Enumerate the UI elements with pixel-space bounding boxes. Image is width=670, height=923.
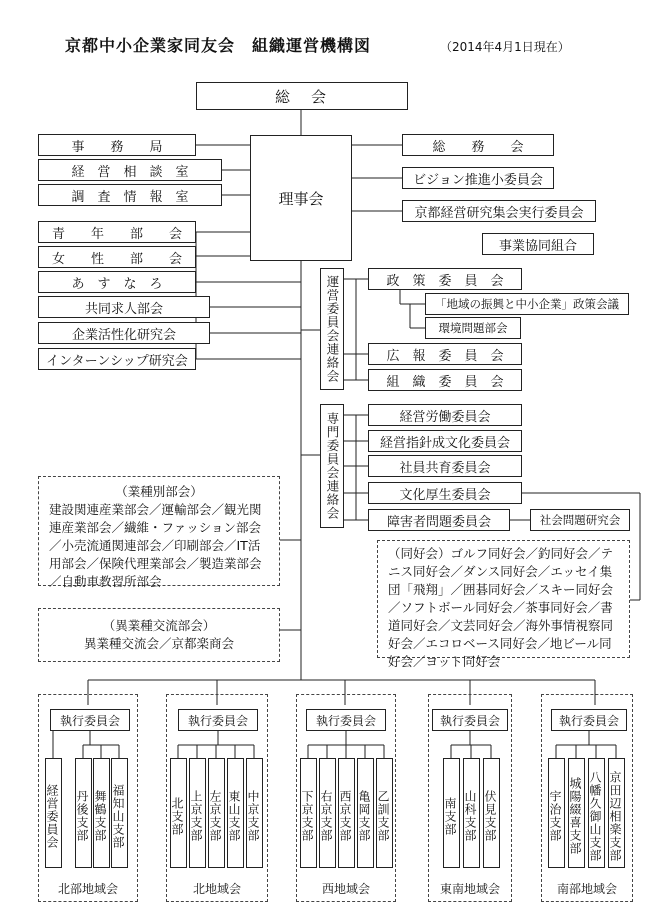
exec-committee-box: 執行委員会 xyxy=(50,709,130,731)
secretariat-box: 事 務 局 xyxy=(38,134,196,156)
branch-box: 京田辺相楽支部 xyxy=(608,758,625,868)
asunaro-box: あ す な ろ xyxy=(38,271,196,293)
region-name-label: 北地域会 xyxy=(192,882,241,896)
branch-box: 北支部 xyxy=(170,758,187,868)
policy-conference-box: 「地域の振興と中小企業」政策会議 xyxy=(425,293,629,315)
branch-box: 中京支部 xyxy=(246,758,263,868)
industry-group-list: 建設関連産業部会／運輸部会／観光関連産業部会／繊維・ファッション部会／小売流通関連部会／印刷部会／IT活用部会／保険代理業部会／製造業部会／自動車教習所部会 xyxy=(49,502,262,589)
pr-committee-box: 広 報 委 員 会 xyxy=(368,343,522,365)
management-study-box: 京都経営研究集会実行委員会 xyxy=(402,200,596,222)
youth-box: 青 年 部 会 xyxy=(38,221,196,243)
exec-committee-box: 執行委員会 xyxy=(178,709,258,731)
exec-committee-box: 執行委員会 xyxy=(551,709,627,731)
cross-industry-title: （異業種交流部会） xyxy=(102,618,216,633)
branch-box: 右京支部 xyxy=(319,758,336,868)
branch-box: 山科支部 xyxy=(463,758,480,868)
environment-box: 環境問題部会 xyxy=(425,317,521,339)
hobby-group-list: （同好会）ゴルフ同好会／釣同好会／テニス同好会／ダンス同好会／エッセイ集団「飛翔」／囲碁同好会／スキー同好会／ソフトボール同好会／茶事同好会／書道同好会／文芸同好会／海外事情視察同好会／エコロベース同好会／地ビール同好会／ヨット同好会 xyxy=(388,546,614,669)
social-research-box: 社会問題研究会 xyxy=(530,509,630,531)
branch-box: 亀岡支部 xyxy=(357,758,374,868)
branch-box: 宇治支部 xyxy=(548,758,565,868)
branch-box: 下京支部 xyxy=(300,758,317,868)
region-name-label: 北部地域会 xyxy=(57,882,118,896)
labor-committee-box: 経営労働委員会 xyxy=(368,404,522,426)
joint-hiring-box: 共同求人部会 xyxy=(38,296,210,318)
date-label: （2014年4月1日現在） xyxy=(440,40,570,54)
education-committee-box: 社員共育委員会 xyxy=(368,455,522,477)
branch-box: 西京支部 xyxy=(338,758,355,868)
branch-box: 八幡久御山支部 xyxy=(588,758,605,868)
specialist-liaison-box: 専門委員会連絡会 xyxy=(320,404,344,528)
branch-box: 伏見支部 xyxy=(483,758,500,868)
cross-industry-list: 異業種交流会／京都楽商会 xyxy=(83,636,234,651)
operations-liaison-box: 運営委員会連絡会 xyxy=(320,268,344,390)
industry-group-title: （業種別部会） xyxy=(115,484,203,499)
industry-group-box xyxy=(38,476,280,589)
organization-committee-box: 組 織 委 員 会 xyxy=(368,369,522,391)
guideline-committee-box: 経営指針成文化委員会 xyxy=(368,430,522,452)
women-box: 女 性 部 会 xyxy=(38,246,196,268)
branch-box: 左京支部 xyxy=(208,758,225,868)
branch-box: 乙訓支部 xyxy=(376,758,393,868)
policy-committee-box: 政 策 委 員 会 xyxy=(368,268,522,290)
branch-box: 城陽綴喜支部 xyxy=(568,758,585,868)
general-affairs-box: 総 務 会 xyxy=(402,134,554,156)
region-name-label: 東南地域会 xyxy=(439,882,500,896)
disability-committee-box: 障害者問題委員会 xyxy=(368,509,510,531)
exec-committee-box: 執行委員会 xyxy=(432,709,508,731)
consultation-box: 経 営 相 談 室 xyxy=(38,159,222,181)
page-title: 京都中小企業家同友会 組織運営機構図 xyxy=(65,36,372,55)
internship-box: インターンシップ研究会 xyxy=(38,348,196,370)
branch-box: 経営委員会 xyxy=(45,758,62,868)
research-office-box: 調 査 情 報 室 xyxy=(38,184,222,206)
general-assembly-box: 総 会 xyxy=(196,82,408,110)
region-name-label: 南部地域会 xyxy=(556,882,617,896)
branch-box: 東山支部 xyxy=(227,758,244,868)
coop-box: 事業協同組合 xyxy=(482,233,594,255)
branch-box: 丹後支部 xyxy=(75,758,92,868)
vision-box: ビジョン推進小委員会 xyxy=(402,167,554,189)
branch-box: 上京支部 xyxy=(189,758,206,868)
exec-committee-box: 執行委員会 xyxy=(306,709,386,731)
cross-industry-box xyxy=(38,608,280,662)
hobby-group-box xyxy=(377,540,630,669)
branch-box: 南支部 xyxy=(443,758,460,868)
branch-box: 舞鶴支部 xyxy=(93,758,110,868)
revitalization-box: 企業活性化研究会 xyxy=(38,322,210,344)
branch-box: 福知山支部 xyxy=(111,758,128,868)
welfare-committee-box: 文化厚生委員会 xyxy=(368,482,522,504)
board-box: 理事会 xyxy=(250,135,352,261)
region-name-label: 西地域会 xyxy=(321,882,370,896)
